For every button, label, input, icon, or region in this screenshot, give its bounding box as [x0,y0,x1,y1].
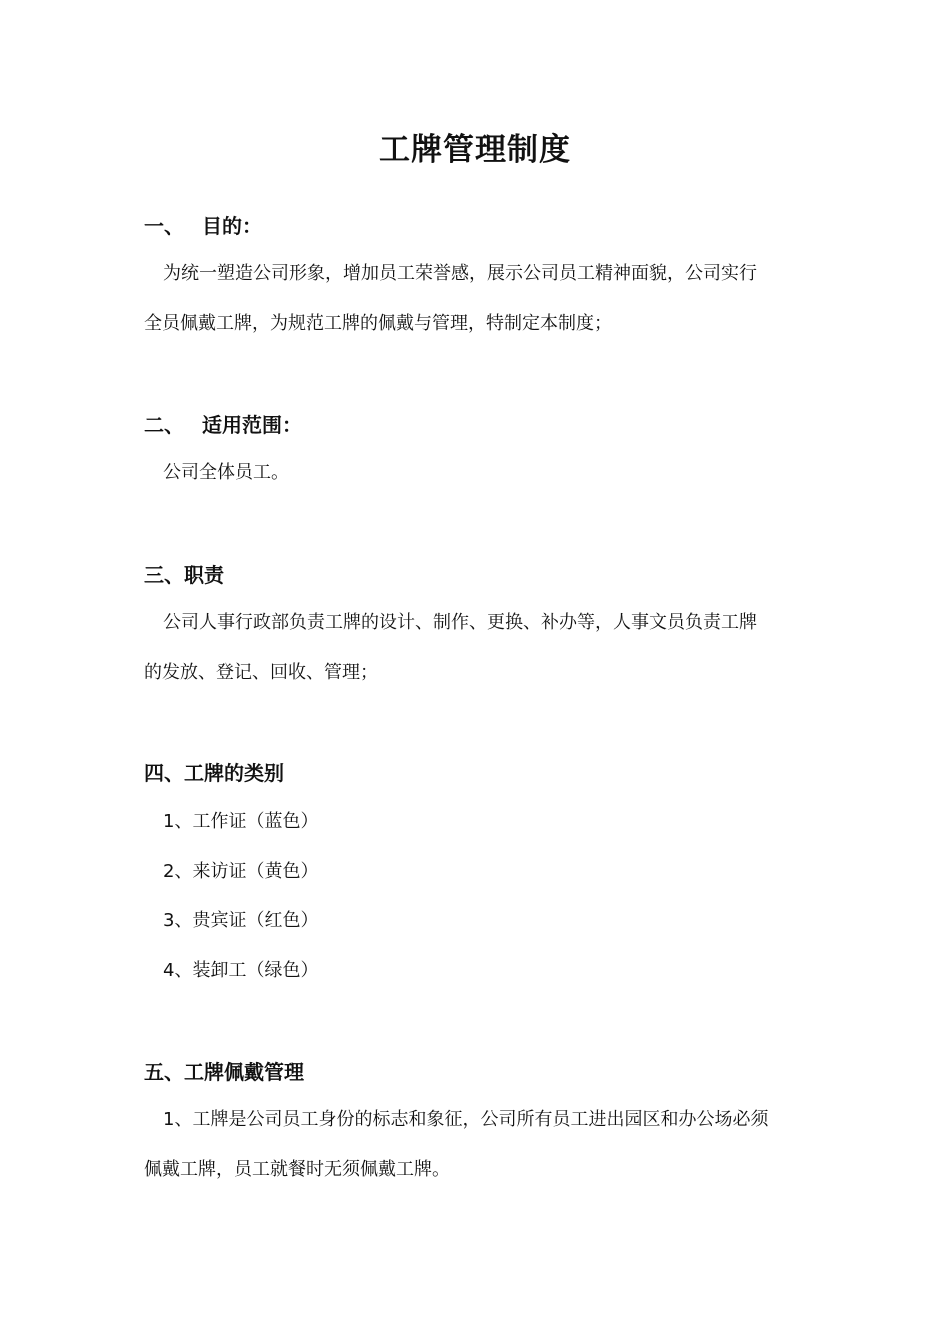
list-item: 4、装卸工（绿色） [163,960,319,981]
section-paragraph-purpose [144,249,812,349]
paragraph-line: 1、工牌是公司员工身份的标志和象征，公司所有员工进出园区和办公场必须 [163,1109,769,1130]
section-heading-responsibilities: 三、职责 [144,563,224,587]
list-item: 1、工作证（蓝色） [163,811,319,832]
section-number: 一、 [144,214,184,238]
paragraph-line: 的发放、登记、回收、管理； [144,662,378,683]
section-heading-badge-types: 四、工牌的类别 [144,761,284,785]
paragraph-line: 全员佩戴工牌，为规范工牌的佩戴与管理，特制定本制度； [144,313,612,334]
paragraph-line: 公司全体员工。 [163,462,289,483]
section-title: 目的： [202,214,262,238]
paragraph-line: 佩戴工牌，员工就餐时无须佩戴工牌。 [144,1159,450,1180]
section-heading-scope [144,411,302,439]
section-paragraph-wearing-management [144,1095,812,1195]
section-paragraph-responsibilities [144,598,812,698]
section-heading-wearing-management: 五、工牌佩戴管理 [144,1060,304,1084]
section-title: 适用范围： [202,413,302,437]
paragraph-line: 为统一塑造公司形象，增加员工荣誉感，展示公司员工精神面貌，公司实行 [163,263,757,284]
section-number: 二、 [144,413,184,437]
list-item: 2、来访证（黄色） [163,861,319,882]
section-paragraph-scope [144,448,812,498]
list-item: 3、贵宾证（红色） [163,910,319,931]
paragraph-line: 公司人事行政部负责工牌的设计、制作、更换、补办等，人事文员负责工牌 [163,612,757,633]
document-title: 工牌管理制度 [379,132,571,168]
section-heading-purpose [144,212,262,240]
